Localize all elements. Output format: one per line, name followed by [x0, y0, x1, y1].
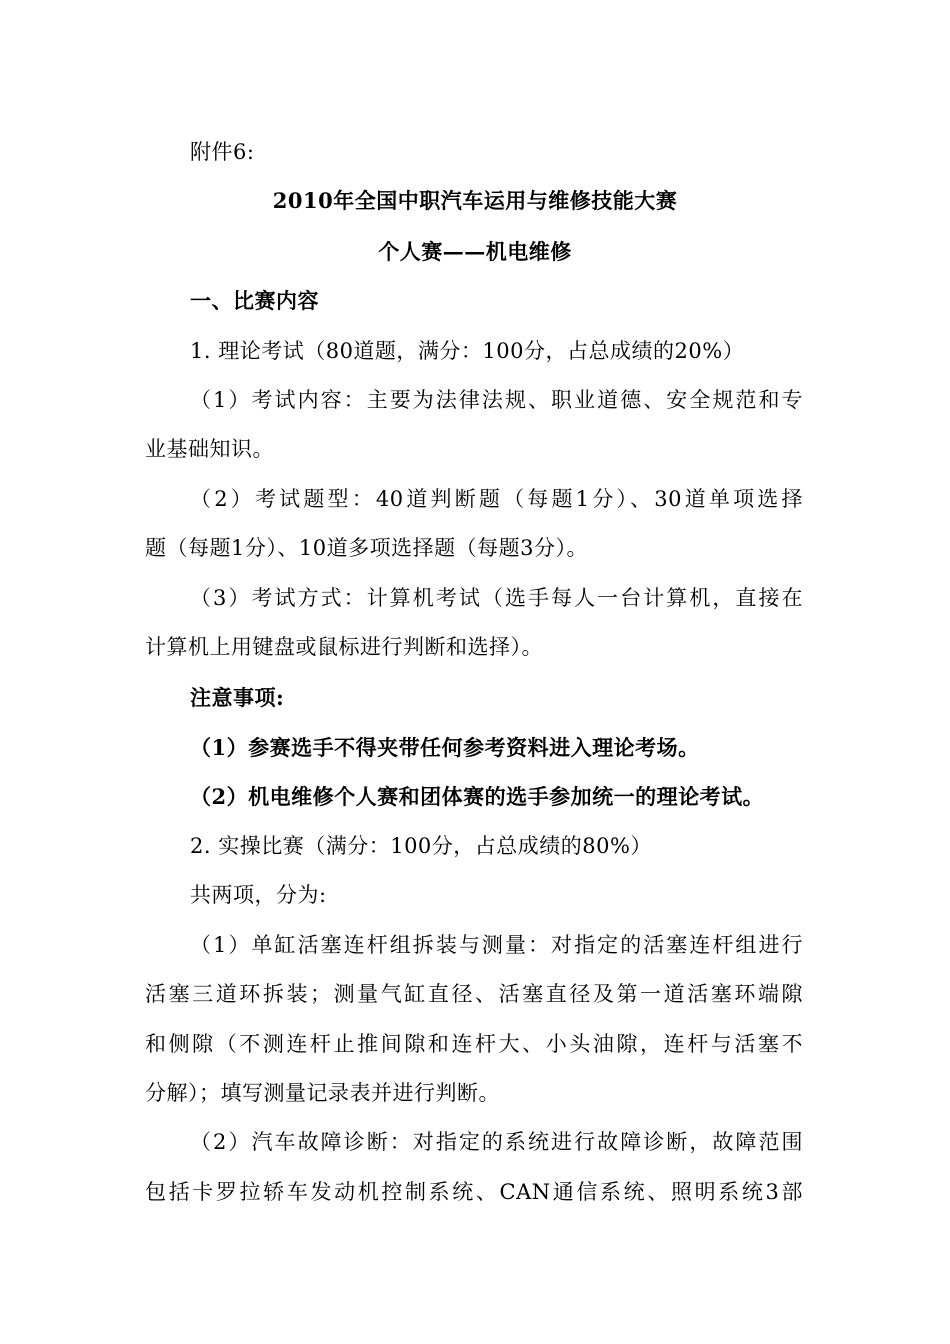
item1-paragraph1-line1: （1）考试内容：主要为法律法规、职业道德、安全规范和专 — [190, 388, 803, 412]
item2-paragraph2-line1: （2）汽车故障诊断：对指定的系统进行故障诊断，故障范围 — [190, 1130, 803, 1154]
document-title-line2: 个人赛——机电维修 — [378, 239, 572, 264]
item2-paragraph2-line2: 包括卡罗拉轿车发动机控制系统、CAN通信系统、照明系统3部 — [145, 1180, 803, 1204]
item2-paragraph1-line3: 和侧隙（不测连杆止推间隙和连杆大、小头油隙，连杆与活塞不 — [145, 1032, 803, 1056]
item2-paragraph1-line2: 活塞三道环拆装；测量气缸直径、活塞直径及第一道活塞环端隙 — [145, 982, 803, 1006]
item1-paragraph2-line1: （2）考试题型：40道判断题（每题1分）、30道单项选择 — [190, 487, 803, 511]
notes-heading: 注意事项: — [190, 685, 285, 710]
section-heading-content: 一、比赛内容 — [190, 288, 319, 313]
attachment-label: 附件6: — [190, 140, 255, 164]
item2-intro: 共两项，分为: — [190, 883, 327, 907]
note-item-2: （2）机电维修个人赛和团体赛的选手参加统一的理论考试。 — [190, 784, 765, 809]
item1-paragraph1-line2: 业基础知识。 — [145, 437, 274, 461]
item1-paragraph3-line2: 计算机上用键盘或鼠标进行判断和选择）。 — [145, 635, 543, 659]
item2-paragraph1-line1: （1）单缸活塞连杆组拆装与测量：对指定的活塞连杆组进行 — [190, 933, 803, 957]
item2-paragraph1-line4: 分解）；填写测量记录表并进行判断。 — [145, 1081, 500, 1105]
document-title-line1: 2010年全国中职汽车运用与维修技能大赛 — [272, 188, 678, 213]
item1-paragraph2-line2: 题（每题1分）、10道多项选择题（每题3分）。 — [145, 536, 588, 560]
note-item-1: （1）参赛选手不得夹带任何参考资料进入理论考场。 — [190, 735, 700, 760]
item2-heading: 2. 实操比赛（满分：100分，占总成绩的80%） — [190, 834, 652, 858]
item1-paragraph3-line1: （3）考试方式：计算机考试（选手每人一台计算机，直接在 — [190, 586, 803, 610]
item1-heading: 1. 理论考试（80道题，满分：100分，占总成绩的20%） — [190, 339, 745, 363]
